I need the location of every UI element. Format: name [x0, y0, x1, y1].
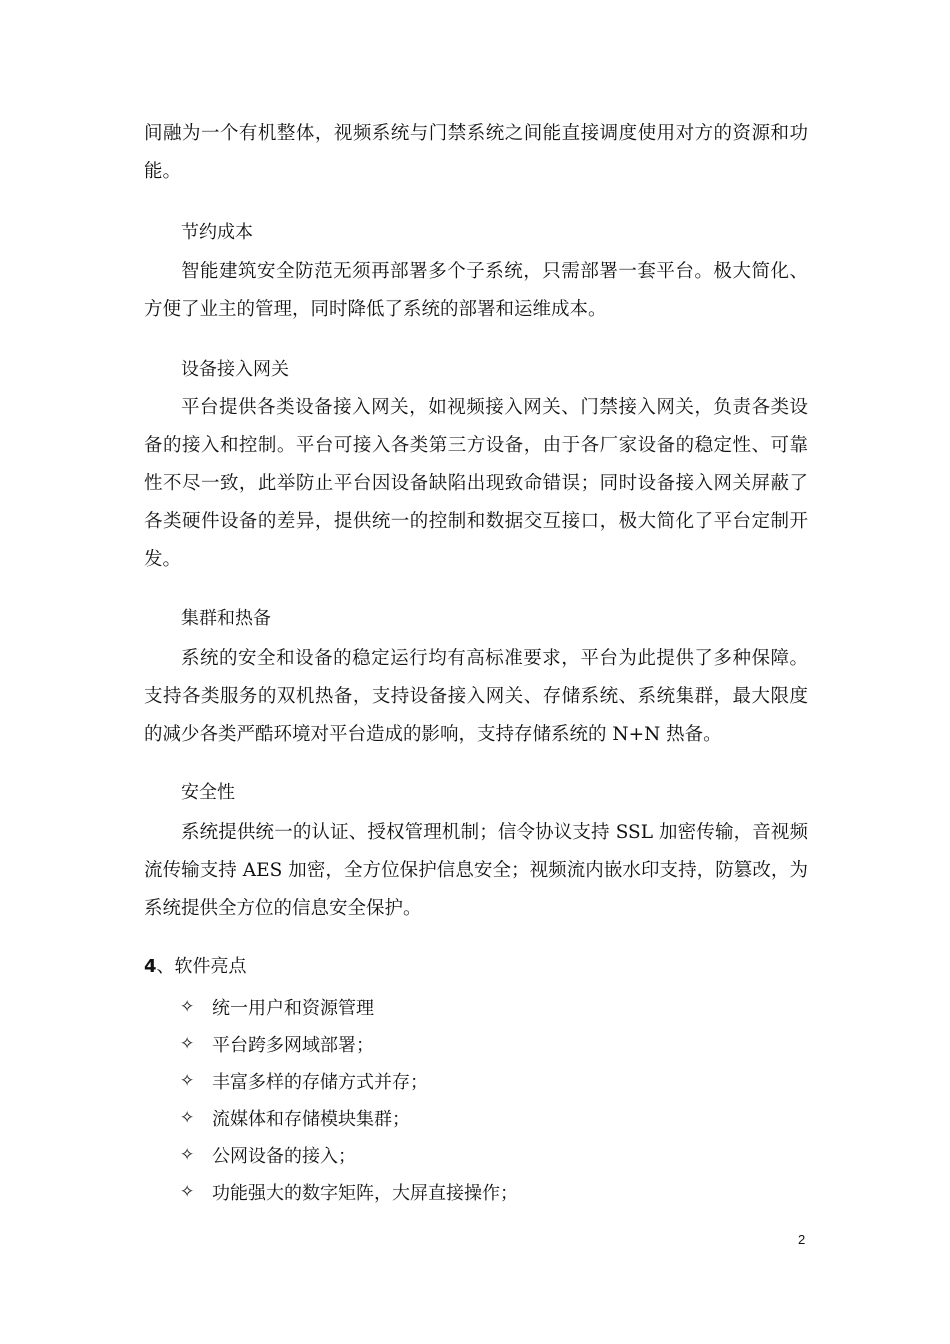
intro-paragraph: 间融为一个有机整体，视频系统与门禁系统之间能直接调度使用对方的资源和功能。: [144, 123, 808, 182]
page-number: 2: [798, 1232, 806, 1247]
list-item: [180, 1062, 518, 1099]
bullet-star-icon: ✧: [180, 1107, 195, 1128]
paragraph-cluster-hot-standby: 系统的安全和设备的稳定运行均有高标准要求，平台为此提供了多种保障。支持各类服务的双机热备，支持设备接入网关、存储系统、系统集群，最大限度的减少各类严酷环境对平台造成的影响，支持存储系统的 N+N 热备。: [144, 648, 808, 745]
list-item: [180, 1025, 518, 1062]
bullet-star-icon: ✧: [180, 1144, 195, 1165]
section-number: 4: [144, 956, 157, 977]
list-item: [180, 1173, 518, 1210]
heading-cost-saving: 节约成本: [181, 222, 253, 243]
highlights-list: [180, 988, 518, 1210]
list-item-text: 公网设备的接入；: [212, 1145, 356, 1167]
list-item-text: 平台跨多网域部署；: [212, 1034, 374, 1056]
paragraph-cost-saving: 智能建筑安全防范无须再部署多个子系统，只需部署一套平台。极大简化、方便了业主的管理，同时降低了系统的部署和运维成本。: [144, 261, 808, 320]
list-item-text: 丰富多样的存储方式并存；: [212, 1071, 428, 1093]
list-item-text: 统一用户和资源管理: [212, 997, 374, 1019]
bullet-star-icon: ✧: [180, 1070, 195, 1091]
bullet-star-icon: ✧: [180, 1033, 195, 1054]
list-item: [180, 1099, 518, 1136]
section-title-text: 、软件亮点: [156, 956, 247, 977]
heading-cluster-hot-standby: 集群和热备: [181, 608, 271, 629]
list-item: [180, 988, 518, 1025]
paragraph-device-gateway: 平台提供各类设备接入网关，如视频接入网关、门禁接入网关，负责各类设备的接入和控制。平台可接入各类第三方设备，由于各厂家设备的稳定性、可靠性不尽一致，此举防止平台因设备缺陷出现致命错误；同时设备接入网关屏蔽了各类硬件设备的差异，提供统一的控制和数据交互接口，极大简化了平台定制开发。: [144, 397, 808, 570]
bullet-star-icon: ✧: [180, 1181, 195, 1202]
list-item-text: 流媒体和存储模块集群；: [212, 1108, 410, 1130]
heading-security: 安全性: [181, 782, 235, 803]
paragraph-security: 系统提供统一的认证、授权管理机制；信令协议支持 SSL 加密传输，音视频流传输支持 AES 加密，全方位保护信息安全；视频流内嵌水印支持，防篡改，为系统提供全方位的信息安全保护。: [144, 822, 808, 919]
list-item-text: 功能强大的数字矩阵，大屏直接操作；: [212, 1182, 518, 1204]
heading-device-gateway: 设备接入网关: [181, 359, 289, 380]
bullet-star-icon: ✧: [180, 996, 195, 1017]
section-title-highlights: [144, 954, 247, 980]
list-item: [180, 1136, 518, 1173]
